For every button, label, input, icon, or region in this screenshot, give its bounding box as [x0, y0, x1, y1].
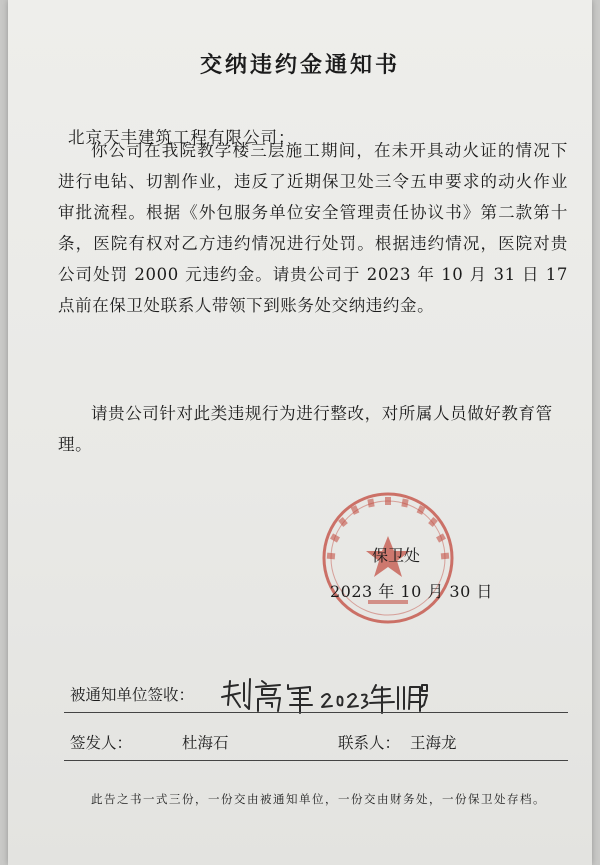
- footnote: 此告之书一式三份，一份交由被通知单位，一份交由财务处，一份保卫处存档。: [91, 792, 546, 806]
- document-page: [8, 0, 592, 865]
- divider-line: [64, 760, 568, 761]
- body-paragraph-2: 请贵公司针对此类违规行为进行整改，对所属人员做好教育管理。: [58, 404, 553, 454]
- handwritten-signature: [218, 675, 428, 715]
- contact-label: 联系人：: [338, 734, 401, 752]
- addressee: 北京天丰建筑工程有限公司：: [68, 128, 296, 147]
- recipient-signature-label: 被通知单位签收：: [70, 686, 195, 704]
- body-paragraph-1: 你公司在我院教学楼三层施工期间，在未开具动火证的情况下进行电钻、切割作业，违反了近期保卫处三令五申要求的动火作业审批流程。根据《外包服务单位安全管理责任协议书》第二款第十条，医院有权对乙方违约情况进行处罚。根据违约情况，医院对贵公司处罚 2000 元违约金。请贵公司于 2023 年 10 月 31 日 17 点前在保卫处联系人带领下到账务处交纳违约金。: [58, 141, 568, 315]
- signing-department: 保卫处: [372, 546, 421, 565]
- issuer-name: 杜海石: [182, 734, 229, 752]
- document-title: 交纳违约金通知书: [199, 52, 400, 78]
- divider-line: [64, 712, 568, 713]
- contact-name: 王海龙: [410, 734, 457, 752]
- signing-date: 2023 年 10 月 30 日: [330, 582, 493, 601]
- issuer-label: 签发人：: [70, 734, 133, 752]
